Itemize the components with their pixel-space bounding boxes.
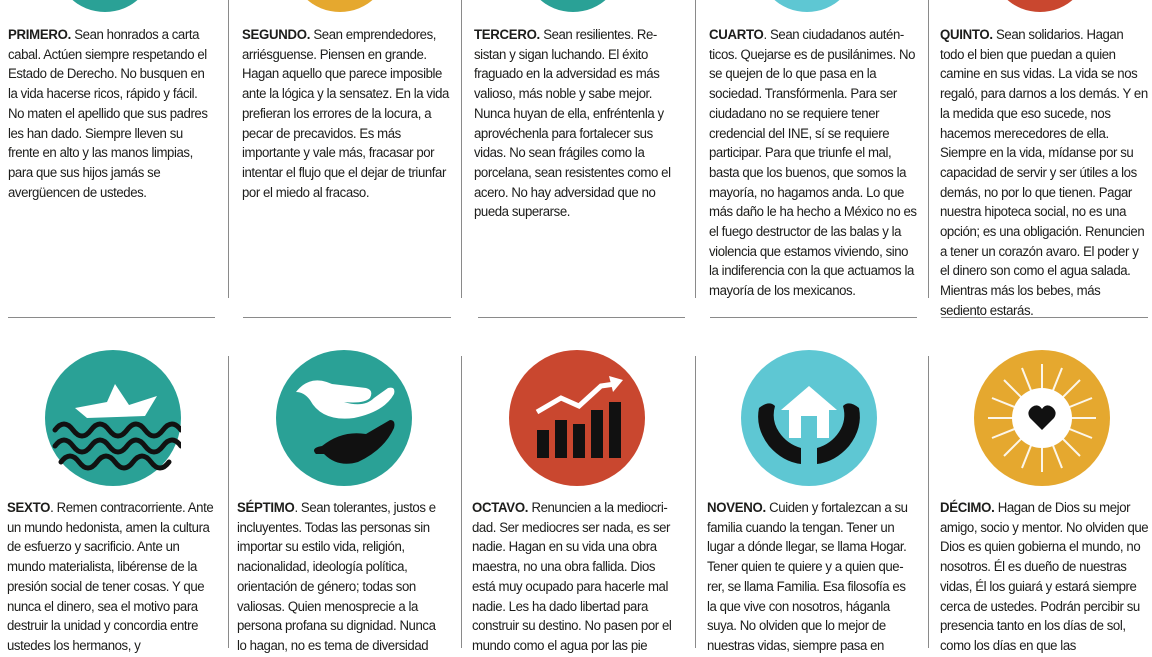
commandment-text: Hagan de Dios su mejor amigo, socio y mentor. No olviden que Dios es quien gobierna el mundo, no nosotros. Él es dueño de nuestras vidas, Él los guiará y estará siempre cerca de ustedes. Podrán percibir su presencia tanto en los días de sol, como los días en que las (940, 500, 1149, 654)
segundo-icon (290, 0, 390, 12)
primero-icon (55, 0, 155, 12)
commandment-text: . Remen contracorriente. Ante un mundo hedonista, amen la cultura de esfuerzo y sacrificio. Ante un mundo materialista, libérense de la presión social de tener cosas. Y que nunca el dinero, sea el motivo para destruir la unidad y concordia entre ustedes los hermanos, y (7, 500, 214, 654)
growth-chart-icon (509, 350, 645, 486)
quinto-icon (990, 0, 1090, 12)
commandment-text: Sean emprendedores, arriésguense. Piensen en grande. Hagan aquello que parece imposible ante la lógica y la sensatez. En la vida prefieran los errores de la locura, a pecar de precavidos. Es más importante y vale más, fracasar por intentar el flujo que el dejar de triunfar por el miedo al fracaso. (242, 27, 449, 201)
commandment-text: . Sean tolerantes, justos e incluyentes. Todas las personas sin importar su estilo vida, religión, nacionalidad, ideología política, orientación de género; todas son valiosas. Quien menosprecie a la persona profana su dignidad. Nunca lo hagan, no es tema de diversidad (237, 500, 436, 654)
commandment-heading: DÉCIMO. (940, 500, 995, 516)
commandment-segundo (242, 26, 450, 203)
commandment-octavo (472, 499, 680, 657)
section-rule (8, 317, 215, 318)
commandment-decimo (940, 499, 1148, 657)
section-rule (710, 317, 917, 318)
commandment-text: . Sean ciudadanos auténticos. Quejarse es de pusilánimes. No se quejen de lo que pasa en la sociedad. Transfórmenla. Para ser ciudadano no se requiere tener credencial del INE, sí se requiere participar. Para que triunfe el mal, basta que los buenos, que somos la mayoría, no hagamos anda. Lo que más daño le ha hecho a México no es el fuego destructor de las balas y la violencia que estamos viviendo, sino la indiferencia con la que actuamos la mayoría de los mexicanos. (709, 27, 917, 300)
commandment-cuarto (709, 26, 917, 302)
commandment-text: Renuncien a la mediocridad. Ser mediocres ser nada, es ser nadie. Hagan en su vida una obra maestra, no una obra fallida. Dios está muy ocupado para hacerle mal nadie. Les ha dado libertad para construir su destino. No pasen por el mundo como el agua por las pie (472, 500, 672, 654)
column-divider (695, 356, 696, 648)
column-divider (228, 356, 229, 648)
commandment-heading: CUARTO (709, 27, 764, 43)
column-divider (461, 0, 462, 298)
commandment-sexto (7, 499, 215, 657)
commandment-heading: PRIMERO. (8, 27, 72, 43)
section-rule (243, 317, 451, 318)
house-in-hands-icon (741, 350, 877, 486)
column-divider (695, 0, 696, 298)
commandment-heading: TERCERO. (474, 27, 540, 43)
column-divider (461, 356, 462, 648)
commandment-heading: OCTAVO. (472, 500, 529, 516)
commandment-heading: NOVENO. (707, 500, 766, 516)
commandment-heading: QUINTO. (940, 27, 993, 43)
section-rule (478, 317, 685, 318)
commandment-primero (8, 26, 216, 203)
commandment-text: Cuiden y fortalezcan a su familia cuando la tengan. Tener un lugar a dónde llegar, se llama Hogar. Tener quien te quiere y a quien querer, se llama Familia. Esa filosofía es la que vive con nosotros, háganla suya. No olviden que lo mejor de nuestras vidas, siempre pasa en (707, 500, 908, 654)
commandment-quinto (940, 26, 1148, 322)
commandment-heading: SEXTO (7, 500, 51, 516)
commandment-heading: SÉPTIMO (237, 500, 295, 516)
commandment-noveno (707, 499, 915, 657)
commandment-tercero (474, 26, 682, 223)
commandment-text: Sean honrados a carta cabal. Actúen siempre respetando el Estado de Derecho. No busquen en la vida hacerse ricos, rápido y fácil. No maten el apellido que sus padres les han dado. Siempre lleven su frente en alto y las manos limpias, para que sus hijos jamás se avergüencen de ustedes. (8, 27, 208, 201)
commandment-text: Sean solidarios. Hagan todo el bien que puedan a quien camine en sus vidas. La vida se nos regaló, para darnos a los demás. Y en la medida que eso sucede, nos hacemos merecedores de ella. Siempre en la vida, mídanse por su capacidad de servir y ser útiles a los demás, no por lo que tienen. Pagar nuestra hipoteca social, no es una opción; es una obligación. Renuncien a tener un corazón avaro. El poder y el dinero son como el agua salada. Mientras más los bebes, más sediento estarás. (940, 27, 1148, 319)
column-divider (928, 356, 929, 648)
column-divider (228, 0, 229, 298)
waves-boat-icon (45, 350, 181, 486)
radiant-heart-icon (974, 350, 1110, 486)
commandment-heading: SEGUNDO. (242, 27, 311, 43)
open-hands-icon (276, 350, 412, 486)
commandment-septimo (237, 499, 445, 657)
column-divider (928, 0, 929, 298)
commandment-text: Sean resilientes. Resistan y sigan luchando. El éxito fraguado en la adversidad es más valioso, más noble y sabe mejor. Nunca huyan de ella, enfréntenla y aprovéchenla para fortalecer sus vidas. No sean frágiles como la porcelana, sean resistentes como el acero. No hay adversidad que no pueda superarse. (474, 27, 671, 221)
tercero-icon (523, 0, 623, 12)
cuarto-icon (757, 0, 857, 12)
